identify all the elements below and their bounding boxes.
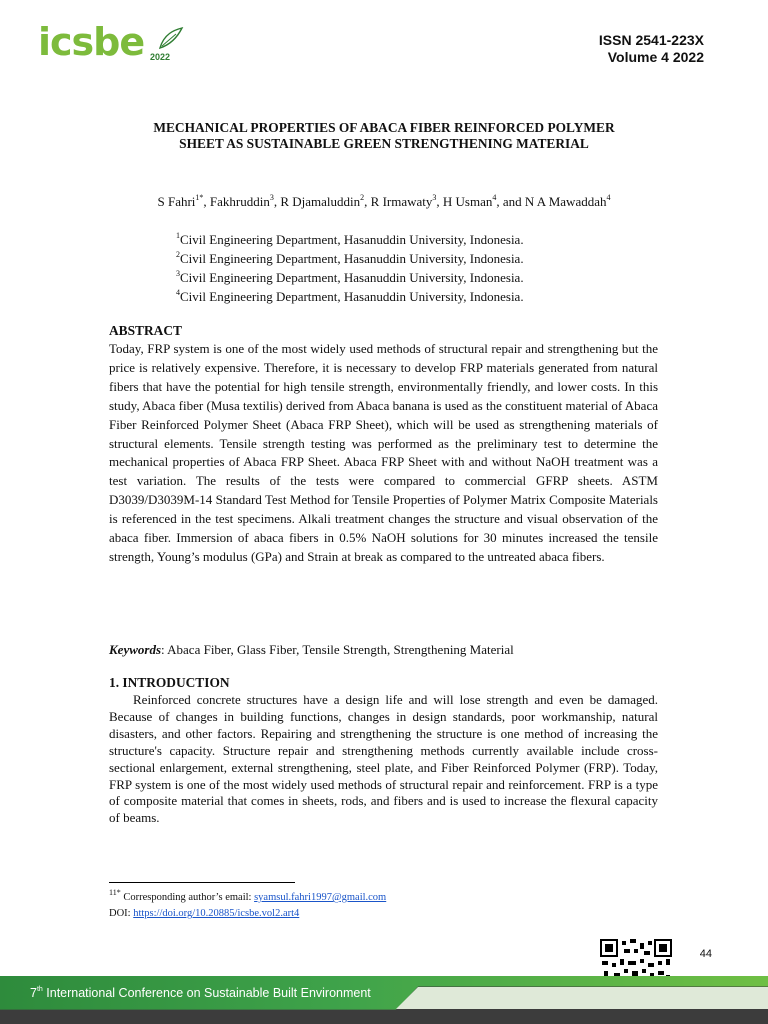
affiliation: [176, 249, 524, 268]
leaf-icon: [156, 26, 184, 52]
author: [157, 194, 209, 209]
affiliation: [176, 287, 524, 306]
author: [280, 194, 370, 209]
footnote-divider: [109, 882, 295, 883]
abstract-heading: ABSTRACT: [109, 323, 182, 338]
conference-ordinal-suffix: th: [36, 985, 43, 993]
issn-block: [599, 32, 704, 66]
author-name: R Irmawaty: [370, 194, 433, 209]
author: [525, 194, 611, 209]
footer-band-light: [396, 987, 768, 1009]
author-email-link[interactable]: syamsul.fahri1997@gmail.com: [254, 892, 387, 903]
author-name: N A Mawaddah: [524, 194, 607, 209]
logo-year: 2022: [150, 52, 171, 62]
affiliation-marker: 3: [176, 268, 180, 278]
introduction-text: Reinforced concrete structures have a design life and will lose strength and even be damaged. Because of changes in building functions, changes in design standards, poor workmanship, natural disasters, and other factors. Repairing and strengthening the structure is one method of increasing the structure's capacity. Structure repair and strengthening methods currently available include cross-sectional enlargement, external strengthening, steel plate, and Fiber Reinforced Polymer (FRP). Today, FRP system is one of the most widely used methods of structural repair and reinforcement. FRP is a type of composite material that comes in sheets, rods, and fibers and is used to increase the flexural capacity of beams.: [109, 692, 658, 826]
author-separator: ,: [203, 194, 210, 209]
author-list: [100, 194, 668, 210]
paper-title: [100, 120, 668, 152]
email-label: Corresponding author’s email:: [120, 892, 255, 903]
keywords-line: [109, 642, 658, 658]
affiliation-text: Civil Engineering Department, Hasanuddin University, Indonesia.: [180, 251, 524, 266]
affiliation-text: Civil Engineering Department, Hasanuddin University, Indonesia.: [180, 270, 524, 285]
page-number: 44: [699, 948, 712, 960]
doi-footnote: [109, 906, 386, 922]
author-affiliation-marker: 3: [432, 192, 437, 202]
email-footnote: [109, 887, 387, 906]
author-separator: ,: [273, 194, 281, 209]
author-affiliation-marker: 4: [606, 192, 611, 202]
affiliation-marker: 4: [176, 287, 180, 297]
author-name: H Usman: [442, 194, 493, 209]
author-affiliation-marker: 1*: [195, 192, 204, 202]
author-affiliation-marker: 2: [360, 192, 365, 202]
affiliation-list: [176, 230, 524, 306]
logo-wordmark: icsbe: [38, 20, 145, 64]
author-affiliation-marker: 3: [269, 192, 274, 202]
author-name: R Djamaluddin: [280, 194, 361, 209]
introduction-heading: 1. INTRODUCTION: [109, 675, 230, 690]
affiliation: [176, 268, 524, 287]
keywords-label: Keywords: [109, 642, 161, 657]
author-separator: ,: [364, 194, 371, 209]
affiliation-text: Civil Engineering Department, Hasanuddin University, Indonesia.: [180, 289, 524, 304]
abstract-text: Today, FRP system is one of the most widely used methods of structural repair and strengthening but the price is relatively expensive. Therefore, it is necessary to develop FRP materials generated from natural fibers that have the potential for high tensile strength, environmentally friendly, and lower costs. In this study, Abaca fiber (Musa textilis) derived from Abaca banana is used as the constituent material of Abaca Fiber Reinforced Polymer Sheet (Abaca FRP Sheet), which will be used as strengthening materials of structural elements. Tensile strength testing was performed as the preliminary test to determine the mechanical properties of Abaca FRP Sheet. Abaca FRP Sheet with and without NaOH treatment was a test variation. The results of the tests were compared to commercial GFRP sheets. ASTM D3039/D3039M-14 Standard Test Method for Tensile Properties of Polymer Matrix Composite Materials is referenced in the test specimens. Alkali treatment changes the structure and visual observation of the abaca fiber. Immersion of abaca fibers in 0.5% NaOH solutions for 30 minutes increased the tensile strength, Young’s modulus (GPa) and Strain at break as compared to the untreated abaca fibers.: [109, 341, 658, 564]
author-name: S Fahri: [157, 194, 196, 209]
author: [443, 194, 525, 209]
author-affiliation-marker: 4: [492, 192, 497, 202]
conference-logo: [38, 20, 188, 68]
conference-name: [30, 986, 371, 1000]
title-line-1: MECHANICAL PROPERTIES OF ABACA FIBER REINFORCED POLYMER: [153, 120, 615, 135]
affiliation: [176, 230, 524, 249]
author-separator: ,: [436, 194, 443, 209]
volume-label: Volume 4 2022: [607, 49, 704, 65]
affiliation-marker: 2: [176, 249, 180, 259]
issn-number: ISSN 2541-223X: [598, 32, 704, 48]
doi-link[interactable]: https://doi.org/10.20885/icsbe.vol2.art4: [133, 908, 300, 919]
affiliation-text: Civil Engineering Department, Hasanuddin University, Indonesia.: [180, 232, 524, 247]
conference-title: International Conference on Sustainable Built Environment: [42, 986, 371, 1000]
conference-ordinal: 7: [30, 986, 37, 1000]
affiliation-marker: 1: [176, 230, 180, 240]
author-separator: , and: [496, 194, 525, 209]
footnote-marker: 11*: [109, 887, 121, 897]
footnotes: [109, 887, 387, 922]
author: [371, 194, 443, 209]
title-line-2: SHEET AS SUSTAINABLE GREEN STRENGTHENING MATERIAL: [179, 136, 589, 151]
keywords-text: : Abaca Fiber, Glass Fiber, Tensile Strength, Strengthening Material: [161, 642, 514, 657]
doi-label: DOI:: [109, 908, 134, 919]
author-name: Fakhruddin: [209, 194, 270, 209]
author: [210, 194, 280, 209]
